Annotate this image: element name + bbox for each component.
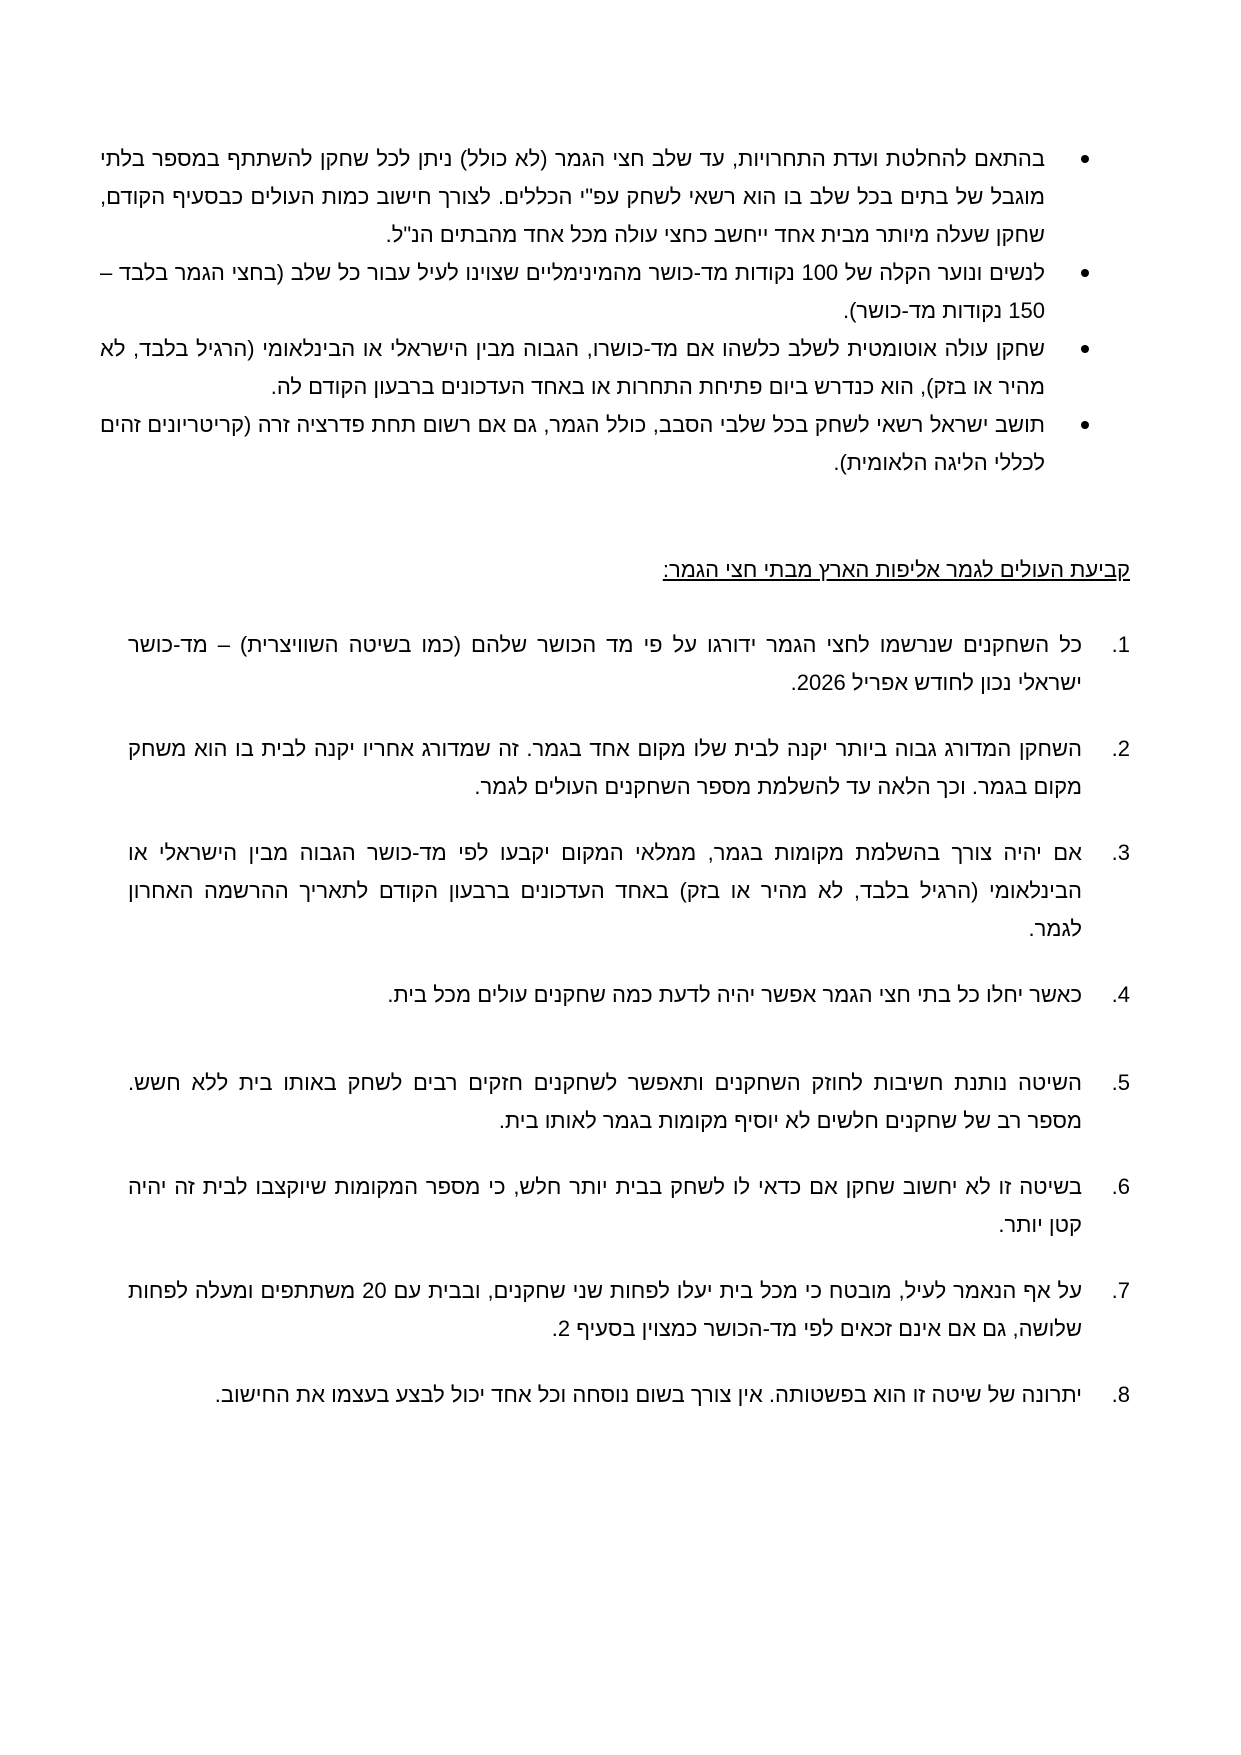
bullet-item [100, 406, 1045, 482]
item-number: 3. [1111, 840, 1130, 865]
bullet-icon [1081, 269, 1089, 277]
numbered-item [100, 834, 1130, 948]
item-text: כאשר יחלו כל בתי חצי הגמר אפשר יהיה לדעת כמה שחקנים עולים מכל בית. [387, 982, 1082, 1007]
bullet-list [100, 140, 1130, 482]
bullet-item [100, 330, 1045, 406]
numbered-list [100, 626, 1130, 1414]
item-text: על אף הנאמר לעיל, מובטח כי מכל בית יעלו לפחות שני שחקנים, ובבית עם 20 משתתפים ומעלה לפחות שלושה, גם אם אינם זכאים לפי מד-הכושר כמצוין בסעיף 2. [128, 1278, 1082, 1341]
item-text: יתרונה של שיטה זו הוא בפשטותה. אין צורך בשום נוסחה וכל אחד יכול לבצע בעצמו את החישוב. [214, 1382, 1082, 1407]
item-text: בשיטה זו לא יחשוב שחקן אם כדאי לו לשחק בבית יותר חלש, כי מספר המקומות שיוקצבו לבית זה יהיה קטן יותר. [128, 1174, 1082, 1237]
numbered-item [100, 1064, 1130, 1140]
numbered-item [100, 1168, 1130, 1244]
item-number: 2. [1111, 736, 1130, 761]
numbered-item [100, 976, 1130, 1014]
numbered-item [100, 1272, 1130, 1348]
bullet-item [100, 140, 1045, 254]
bullet-text: תושב ישראל רשאי לשחק בכל שלבי הסבב, כולל הגמר, גם אם רשום תחת פדרציה זרה (קריטריונים זהים לכללי הליגה הלאומית). [100, 412, 1045, 475]
section-heading-text: קביעת העולים לגמר אליפות הארץ מבתי חצי הגמר: [662, 557, 1130, 582]
item-text: כל השחקנים שנרשמו לחצי הגמר ידורגו על פי מד הכושר שלהם (כמו בשיטה השוויצרית) – מד-כושר ישראלי נכון לחודש אפריל 2026. [128, 632, 1082, 695]
bullet-icon [1081, 345, 1089, 353]
item-text: השחקן המדורג גבוה ביותר יקנה לבית שלו מקום אחד בגמר. זה שמדורג אחריו יקנה לבית בו הוא משחק מקום בגמר. וכך הלאה עד להשלמת מספר השחקנים העולים לגמר. [128, 736, 1082, 799]
bullet-icon [1081, 421, 1089, 429]
bullet-item [100, 254, 1045, 330]
numbered-item [100, 626, 1130, 702]
bullet-text: שחקן עולה אוטומטית לשלב כלשהו אם מד-כושרו, הגבוה מבין הישראלי או הבינלאומי (הרגיל בלבד, לא מהיר או בזק), הוא כנדרש ביום פתיחת התחרות או באחד העדכונים ברבעון הקודם לה. [100, 336, 1045, 399]
item-number: 8. [1111, 1382, 1130, 1407]
bullet-text: לנשים ונוער הקלה של 100 נקודות מד-כושר מהמינימליים שצוינו לעיל עבור כל שלב (בחצי הגמר בלבד – 150 נקודות מד-כושר). [100, 260, 1045, 323]
section-heading [100, 551, 1130, 589]
item-number: 1. [1111, 632, 1130, 657]
numbered-item [100, 1376, 1130, 1414]
bullet-icon [1081, 155, 1089, 163]
item-text: אם יהיה צורך בהשלמת מקומות בגמר, ממלאי המקום יקבעו לפי מד-כושר הגבוה מבין הישראלי או הבינלאומי (הרגיל בלבד, לא מהיר או בזק) באחד העדכונים ברבעון הקודם לתאריך ההרשמה האחרון לגמר. [128, 840, 1082, 941]
item-number: 4. [1111, 982, 1130, 1007]
item-number: 5. [1111, 1070, 1130, 1095]
item-number: 7. [1111, 1278, 1130, 1303]
numbered-item [100, 730, 1130, 806]
document-content [100, 140, 1130, 1442]
item-text: השיטה נותנת חשיבות לחוזק השחקנים ותאפשר לשחקנים חזקים רבים לשחק באותו בית ללא חשש. מספר רב של שחקנים חלשים לא יוסיף מקומות בגמר לאותו בית. [128, 1070, 1082, 1133]
item-number: 6. [1111, 1174, 1130, 1199]
bullet-text: בהתאם להחלטת ועדת התחרויות, עד שלב חצי הגמר (לא כולל) ניתן לכל שחקן להשתתף במספר בלתי מוגבל של בתים בכל שלב בו הוא רשאי לשחק עפ"י הכללים. לצורך חישוב כמות העולים כבסעיף הקודם, שחקן שעלה מיותר מבית אחד ייחשב כחצי עולה מכל אחד מהבתים הנ"ל. [100, 146, 1045, 247]
